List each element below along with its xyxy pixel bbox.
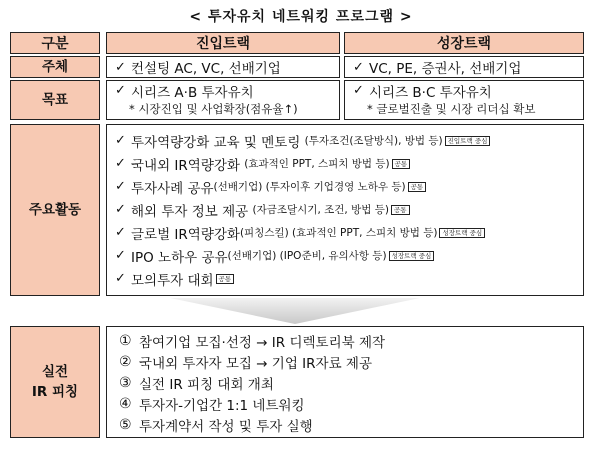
activity-badge: 성장트랙 중심 (439, 228, 485, 238)
check-icon: ✓ (115, 225, 126, 240)
subject-growth-cell (344, 56, 584, 78)
ir-steps-cell (106, 326, 584, 438)
step-number: ④ (119, 395, 132, 412)
activity-main: 글로벌 IR역량강화 (131, 226, 240, 243)
label-subject: 주체 (10, 56, 100, 78)
activity-badge: 공통 (216, 274, 235, 284)
step-text: 참여기업 모집·선정 → IR 디렉토리북 제작 (139, 334, 386, 351)
activity-main: 모의투자 대회 (131, 272, 214, 289)
activity-detail: (자금조달시기, 조건, 방법 등) (252, 204, 389, 216)
check-icon: ✓ (115, 156, 126, 171)
activity-detail: (선배기업) (IPO준비, 유의사항 등) (227, 250, 387, 262)
activity-item (115, 152, 583, 175)
down-arrow-icon (0, 296, 602, 326)
activity-item (115, 267, 583, 290)
ir-label-line1: 실전 (41, 364, 69, 380)
activity-badge: 공통 (408, 182, 427, 192)
activity-main: 투자사례 공유 (131, 180, 214, 197)
check-icon: ✓ (115, 271, 126, 286)
label-ir-pitching (10, 326, 100, 438)
label-activities: 주요활동 (10, 124, 100, 296)
activity-detail: (투자조건(조달방식), 방법 등) (304, 135, 443, 147)
header-growth-track: 성장트랙 (344, 32, 584, 54)
activity-main: 투자역량강화 교육 및 멘토링 (131, 134, 301, 151)
ir-step (119, 351, 583, 372)
ir-step (119, 330, 583, 351)
activity-item (115, 175, 583, 198)
step-number: ⑤ (119, 416, 132, 433)
check-icon: ✓ (115, 202, 126, 217)
activities-cell (106, 124, 584, 296)
goal-entry-cell (106, 80, 340, 120)
step-text: 국내외 투자자 모집 → 기업 IR자료 제공 (139, 355, 372, 372)
check-icon: ✓ (115, 248, 126, 263)
goal-growth-note: * 글로벌진출 및 시장 리더십 확보 (367, 102, 536, 116)
activity-item (115, 221, 583, 244)
page-title: < 투자유치 네트워킹 프로그램 > (189, 9, 413, 25)
goal-entry-main: 시리즈 A·B 투자유치 (131, 84, 254, 101)
goal-growth-cell (344, 80, 584, 120)
activity-badge: 진입트랙 중심 (445, 136, 491, 146)
goal-entry-note: * 시장진입 및 사업확장(점유율↑) (129, 102, 298, 116)
activity-main: 해외 투자 정보 제공 (131, 203, 249, 220)
ir-step (119, 372, 583, 393)
header-entry-track: 진입트랙 (106, 32, 340, 54)
activity-badge: 공통 (392, 159, 411, 169)
subject-entry-text: 컨설팅 AC, VC, 선배기업 (131, 61, 281, 77)
ir-step (119, 414, 583, 435)
activity-item (115, 198, 583, 221)
activity-badge: 공통 (391, 205, 410, 215)
step-text: 실전 IR 피칭 대회 개최 (139, 376, 274, 393)
activity-item (115, 129, 583, 152)
step-number: ① (119, 332, 132, 349)
activity-detail: (피칭스킬) (효과적인 PPT, 스피치 방법 등) (239, 227, 438, 239)
ir-label-line2: IR 피칭 (31, 384, 79, 400)
activity-item (115, 244, 583, 267)
header-category: 구분 (10, 32, 100, 54)
subject-growth-text: VC, PE, 증권사, 선배기업 (369, 61, 522, 77)
activity-main: 국내외 IR역량강화 (131, 157, 240, 174)
activity-badge: 성장트랙 중심 (389, 251, 435, 261)
step-text: 투자계약서 작성 및 투자 실행 (139, 418, 313, 435)
goal-growth-main: 시리즈 B·C 투자유치 (369, 84, 492, 101)
activity-detail: (선배기업) (투자이후 기업경영 노하우 등) (213, 181, 406, 193)
step-number: ② (119, 353, 132, 370)
check-icon: ✓ (353, 83, 364, 98)
ir-step (119, 393, 583, 414)
activity-main: IPO 노하우 공유 (131, 249, 228, 266)
check-icon: ✓ (353, 59, 364, 75)
subject-entry-cell (106, 56, 340, 78)
step-number: ③ (119, 374, 132, 391)
check-icon: ✓ (115, 133, 126, 148)
check-icon: ✓ (115, 83, 126, 98)
activity-detail: (효과적인 PPT, 스피치 방법 등) (244, 158, 390, 170)
step-text: 투자자-기업간 1:1 네트워킹 (139, 397, 305, 414)
check-icon: ✓ (115, 179, 126, 194)
check-icon: ✓ (115, 59, 126, 75)
label-goal: 목표 (10, 80, 100, 120)
